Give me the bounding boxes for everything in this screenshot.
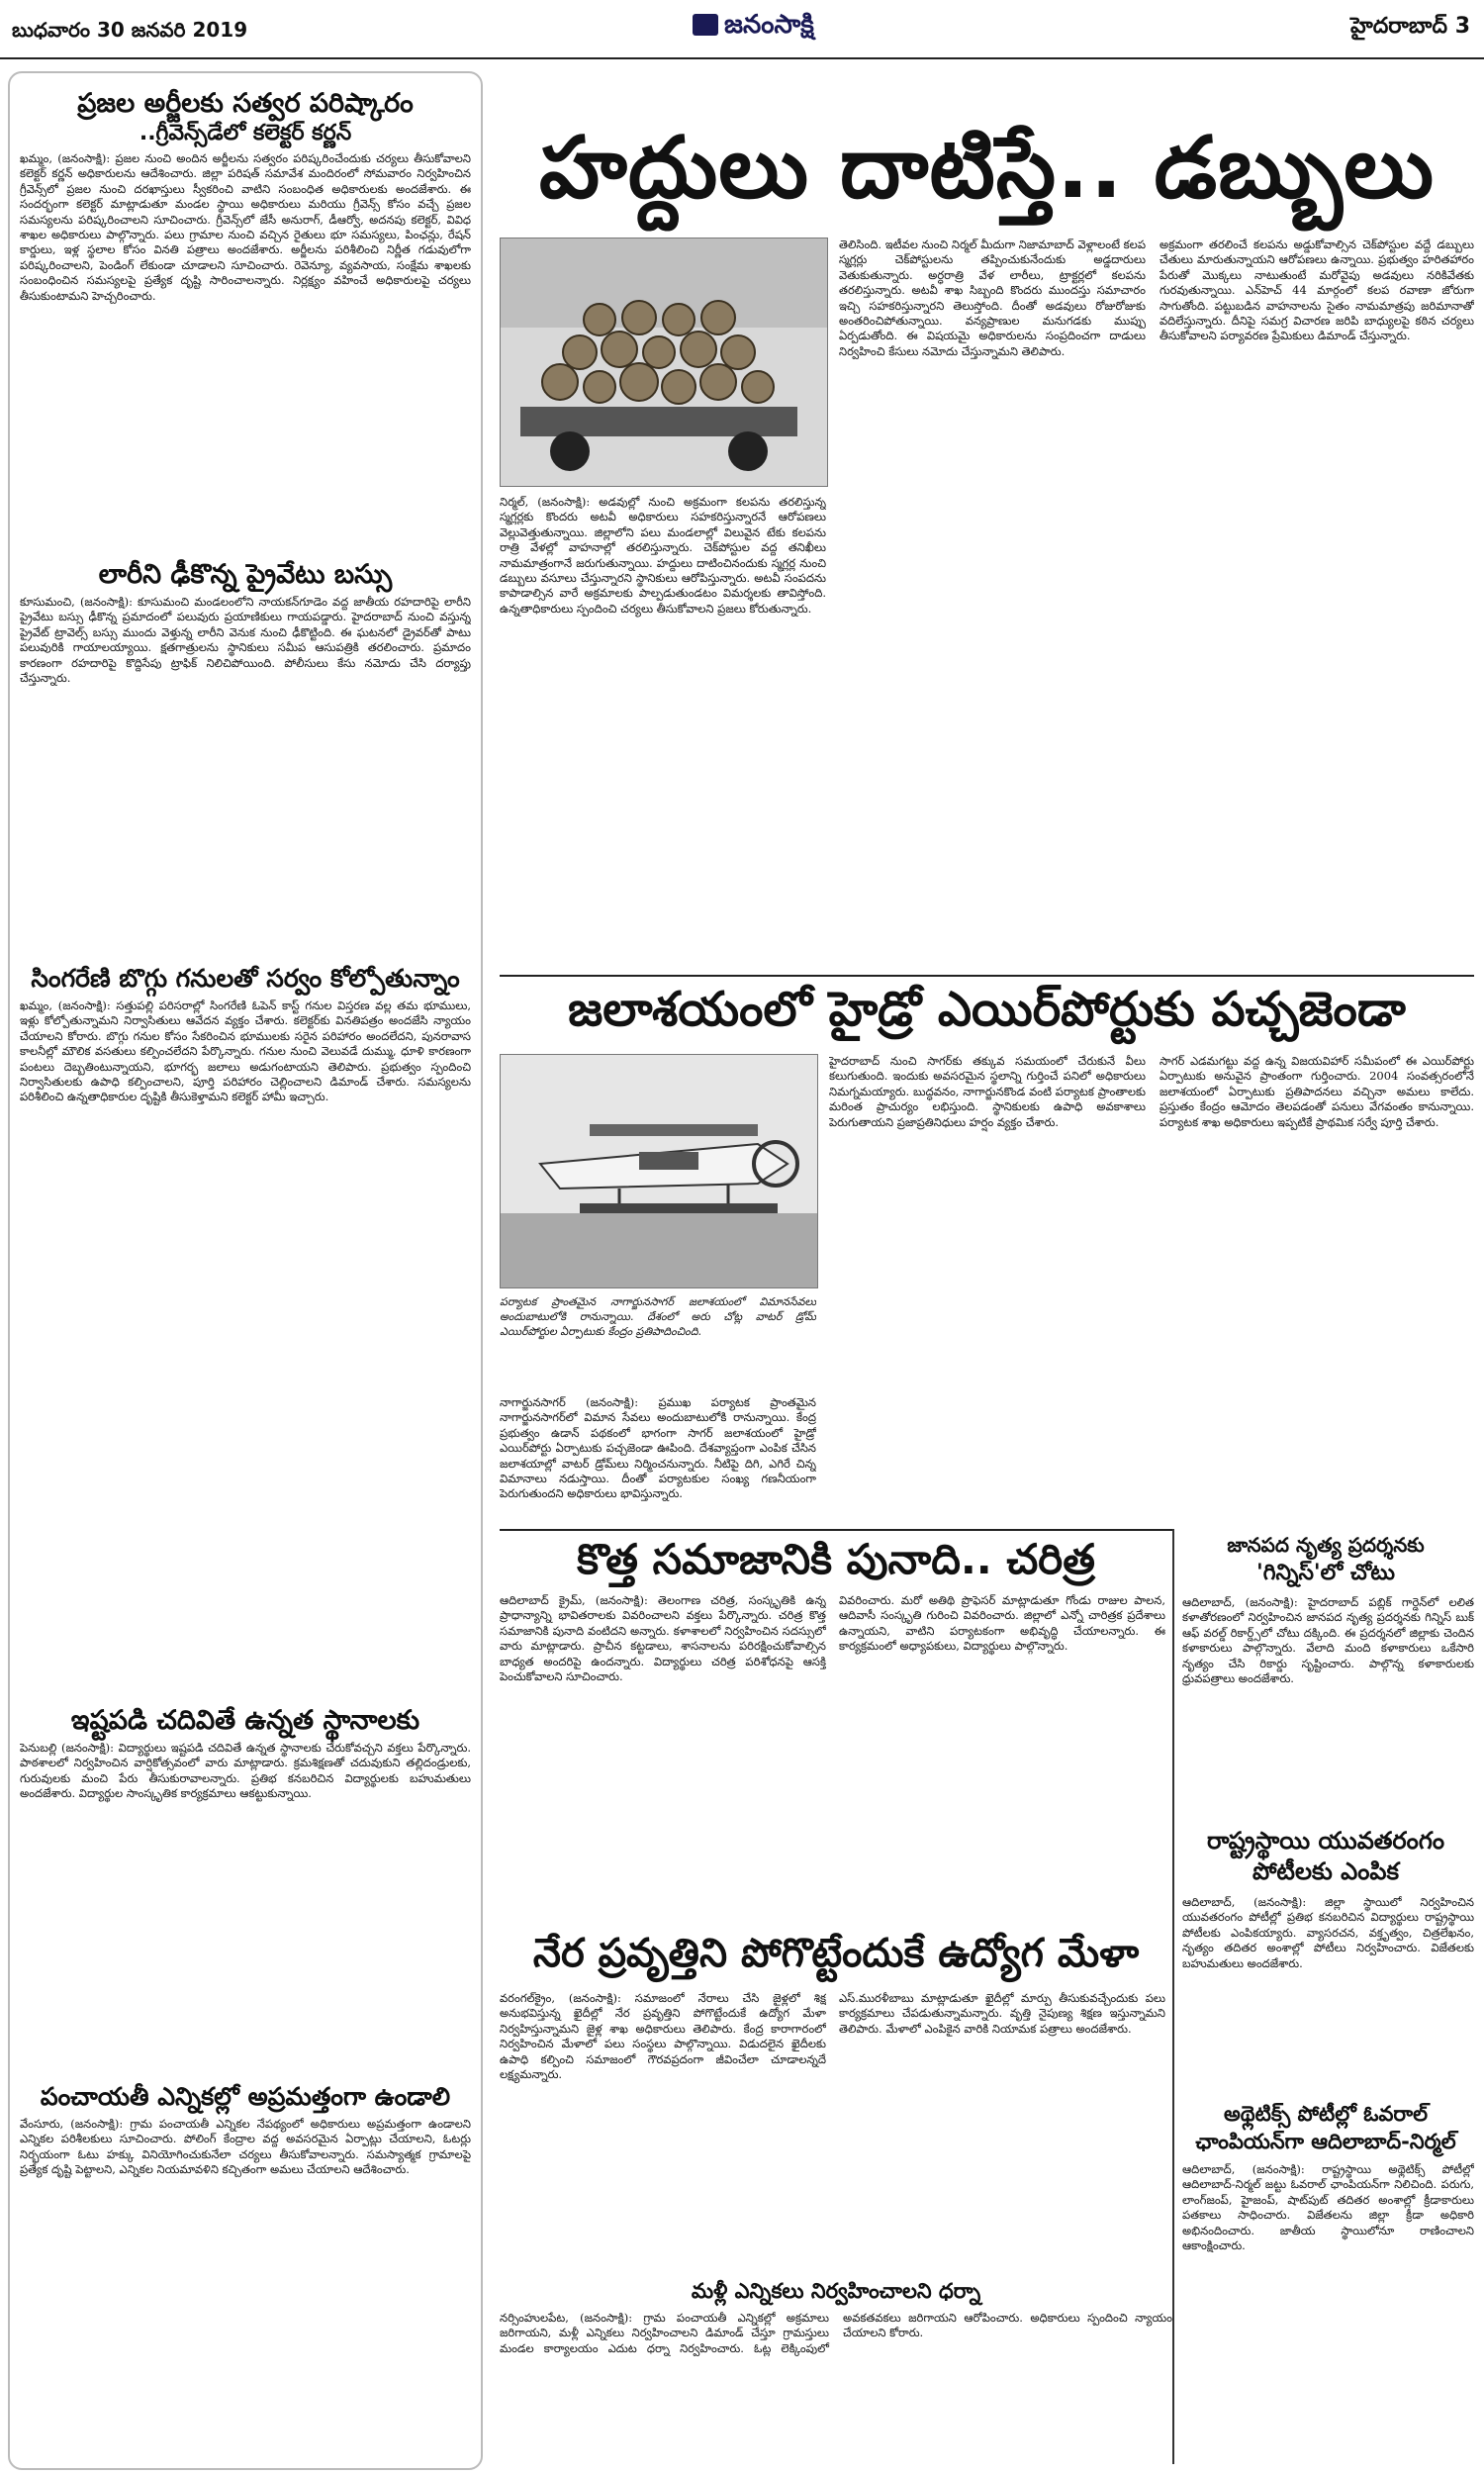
page-number: 3: [1454, 14, 1470, 39]
youth-title: రాష్ట్రస్థాయి యువతరంగం: [1206, 1827, 1444, 1855]
athletics-title: అథ్లెటిక్స్ పోటీల్లో ఓవరాల్: [1224, 2102, 1428, 2126]
article-body: ఖమ్మం, (జనంసాక్షి): ప్రజల నుంచి అందిన అర్జీలను సత్వరం పరిష్కరించేందుకు చర్యలు తీసుకోవాలని కలెక్టర్ కర్ణన్ అధికారులను ఆదేశించారు. జిల్లా పరిషత్ సమావేశ మందిరంలో సోమవారం నిర్వహించిన గ్రీవెన్స్‌లో ప్రజల నుంచి దరఖాస్తులు స్వీకరించి వాటిని సంబంధిత అధికారులకు అందజేశారు. ఈ సందర్భంగా కలెక్టర్ మాట్లాడుతూ మండల స్థాయి అధికారులు మరియు గ్రీవెన్స్ కోసం వచ్చే ప్రజల సమస్యలను పరిష్కరించాలని సూచించారు. గ్రీవెన్స్‌లో జేసీ అనురాగ్, డీఆర్వో, అదనపు కలెక్టర్, వివిధ శాఖల అధికారులు పాల్గొన్నారు. పలు గ్రామాల నుంచి వచ్చిన రైతులు భూ సమస్యలు, పింఛన్లు, రేషన్ కార్డులు, ఇళ్ల స్థలాల కోసం వినతి పత్రాలు అందజేశారు. అర్జీలను పరిశీలించి నిర్ణీత గడువులోగా పరిష్కరించాలని, పెండింగ్ లేకుండా చూడాలని సూచించారు. రెవెన్యూ, వ్యవసాయ, సంక్షేమ శాఖలకు సంబంధించిన సమస్యలపై ప్రత్యేక దృష్టి సారించాలన్నారు. నిర్లక్ష్యం వహించే అధికారులపై చర్యలు తీసుకుంటామని హెచ్చరించారు.: [20, 151, 471, 303]
lead-body-2: తెలిసింది. ఇటీవల నుంచి నిర్మల్ మీదుగా నిజామాబాద్ వెళ్లాలంటే కలప స్మగ్లర్లు చెక్‌పోస్టులను తప్పించుకునేందుకు అడ్డదారులు వెతుకుతున్నారు. అర్ధరాత్రి వేళ లారీలు, ట్రాక్టర్లలో కలపను తరలిస్తున్నారు. అటవీ శాఖ సిబ్బంది కొందరు ముందస్తు సమాచారం ఇచ్చి సహకరిస్తున్నారని తెలుస్తోంది. దీంతో అడవులు రోజురోజుకు అంతరించిపోతున్నాయి. వన్యప్రాణుల మనుగడకు ముప్పు ఏర్పడుతోంది. ఈ విషయమై అధికారులను సంప్రదించగా దాడులు నిర్వహించి కేసులు నమోదు చేస్తున్నామని తెలిపారు.: [839, 238, 1146, 358]
article-title: లారీని ఢీకొన్న ప్రైవేటు బస్సు: [98, 559, 393, 590]
masthead-logo: [693, 10, 814, 46]
article-body: పెనుబల్లి (జనంసాక్షి): విద్యార్థులు ఇష్టపడి చదివితే ఉన్నత స్థానాలకు చేరుకోవచ్చని వక్తలు పేర్కొన్నారు. పాఠశాలలో నిర్వహించిన వార్షికోత్సవంలో వారు మాట్లాడారు. క్రమశిక్షణతో చదువుకుని తల్లిదండ్రులకు, గురువులకు మంచి పేరు తీసుకురావాలన్నారు. ప్రతిభ కనబరిచిన విద్యార్థులకు బహుమతులు అందజేశారు. విద్యార్థుల సాంస్కృతిక కార్యక్రమాలు ఆకట్టుకున్నాయి.: [20, 1741, 471, 1801]
article-grievance: [20, 87, 471, 552]
logo-mark-icon: [693, 14, 718, 36]
airport-body-3: సాగర్ ఎడమగట్టు వద్ద ఉన్న విజయవిహార్ సమీపంలో ఈ ఎయిర్‌పోర్టు ఏర్పాటుకు అనువైన ప్రాంతంగా గుర్తించారు. 2004 సంవత్సరంలోనే జలాశయంలో ఏర్పాటుకు ప్రతిపాదనలు వచ్చినా అమలు కాలేదు. ప్రస్తుతం కేంద్రం ఆమోదం తెలపడంతో పనులు వేగవంతం కానున్నాయి. పర్యాటక శాఖ అధికారులు ఇప్పటికే ప్రాథమిక సర్వే పూర్తి చేశారు.: [1159, 1054, 1474, 1129]
logo-text: జనంసాక్షి: [724, 10, 814, 40]
left-column: [8, 71, 483, 2470]
article-education: [20, 1704, 471, 2070]
page-header: [0, 0, 1484, 59]
article-bus-accident: [20, 558, 471, 954]
article-title: ప్రజల అర్జీలకు సత్వర పరిష్కారం: [77, 88, 414, 119]
lead-column-1: [500, 495, 826, 970]
job-mela-column-1: [500, 1991, 826, 2268]
airport-column-3: [1159, 1054, 1474, 1524]
article-body: కూసుమంచి, (జనంసాక్షి): కూసుమంచి మండలంలోని నాయకన్‌గూడెం వద్ద జాతీయ రహదారిపై లారీని ప్రైవేటు బస్సు ఢీకొన్న ప్రమాదంలో పలువురు ప్రయాణికులు గాయపడ్డారు. హైదరాబాద్ నుంచి వస్తున్న ప్రైవేట్ ట్రావెల్స్ బస్సు ముందు వెళ్తున్న లారీని వెనుక నుంచి ఢీకొట్టింది. ఈ ఘటనలో డ్రైవర్‌తో పాటు పలువురికి గాయాలయ్యాయి. క్షతగాత్రులను స్థానికులు సమీప ఆసుపత్రికి తరలించారు. ప్రమాదం కారణంగా రహదారిపై కొద్దిసేపు ట్రాఫిక్ నిలిచిపోయింది. పోలీసులు కేసు నమోదు చేసి దర్యాప్తు చేస్తున్నారు.: [20, 595, 471, 686]
history-body-1: ఆదిలాబాద్ క్రైమ్, (జనంసాక్షి): తెలంగాణ చరిత్ర, సంస్కృతికి ఉన్న ప్రాధాన్యాన్ని భావితరాలకు వివరించాలని వక్తలు పేర్కొన్నారు. చరిత్ర కొత్త సమాజానికి పునాది వంటిదని అన్నారు. కళాశాలలో నిర్వహించిన సదస్సులో వారు మాట్లాడారు. ప్రాచీన కట్టడాలు, శాసనాలను పరిరక్షించుకోవాల్సిన బాధ్యత అందరిపై ఉందన్నారు. విద్యార్థులు చరిత్ర పరిశోధనపై ఆసక్తి పెంచుకోవాలని సూచించారు.: [500, 1593, 826, 1684]
timber-logs-icon: [501, 238, 827, 486]
article-singareni: [20, 962, 471, 1694]
youth-article: [1182, 1895, 1474, 2093]
athletics-subtitle: ఛాంపియన్‌గా ఆదిలాబాద్-నిర్మల్: [1195, 2130, 1456, 2153]
dharna-body: నర్సింహులపేట, (జనంసాక్షి): గ్రామ పంచాయతీ ఎన్నికల్లో అక్రమాలు జరిగాయని, మళ్లీ ఎన్నికలు నిర్వహించాలని డిమాండ్ చేస్తూ గ్రామస్తులు మండల కార్యాలయం ఎదుట ధర్నా నిర్వహించారు. ఓట్ల లెక్కింపులో అవకతవకలు జరిగాయని ఆరోపించారు. అధికారులు స్పందించి న్యాయం చేయాలని కోరారు.: [500, 2311, 1172, 2355]
airport-headline: జలాశయంలో హైడ్రో ఎయిర్‌పోర్టుకు పచ్చజెండా: [500, 975, 1474, 1046]
dharna-column: [500, 2311, 1172, 2464]
youth-subtitle: పోటీలకు ఎంపిక: [1252, 1857, 1399, 1885]
city-name: హైదరాబాద్: [1350, 14, 1448, 39]
airport-column-2: [829, 1054, 1146, 1524]
column-divider: [1172, 1529, 1174, 2464]
airport-body-1: నాగార్జునసాగర్ (జనంసాక్షి): ప్రముఖ పర్యాటక ప్రాంతమైన నాగార్జునసాగర్‌లో విమాన సేవలు అందుబాటులోకి రానున్నాయి. కేంద్ర ప్రభుత్వం ఉడాన్ పథకంలో భాగంగా సాగర్ జలాశయంలో హైడ్రో ఎయిర్‌పోర్టు ఏర్పాటుకు పచ్చజెండా ఊపింది. దేశవ్యాప్తంగా ఎంపిక చేసిన జలాశయాల్లో వాటర్ డ్రోమ్‌లు నిర్మించనున్నారు. నీటిపై దిగి, ఎగిరే చిన్న విమానాలు నడుస్తాయి. దీంతో పర్యాటకుల సంఖ్య గణనీయంగా పెరుగుతుందని అధికారులు భావిస్తున్నారు.: [500, 1395, 816, 1501]
article-subtitle: ..గ్రీవెన్స్‌డేలో కలెక్టర్ కర్ణన్: [139, 121, 352, 145]
lead-body-3: అక్రమంగా తరలించే కలపను అడ్డుకోవాల్సిన చెక్‌పోస్టుల వద్దే డబ్బులు చేతులు మారుతున్నాయని ఆరోపణలు ఉన్నాయి. ప్రభుత్వం హరితహారం పేరుతో మొక్కలు నాటుతుంటే మరోవైపు అడవులు నరికివేతకు గురవుతున్నాయి. ఎన్‌హెచ్ 44 మార్గంలో కలప రవాణా జోరుగా సాగుతోంది. పట్టుబడిన వాహనాలను సైతం నామమాత్రపు జరిమానాతో వదిలేస్తున్నారు. దీనిపై సమగ్ర విచారణ జరిపి బాధ్యులపై కఠిన చర్యలు తీసుకోవాలని పర్యావరణ ప్రేమికులు డిమాండ్ చేస్తున్నారు.: [1159, 238, 1474, 343]
dharna-headline: మళ్లీ ఎన్నికలు నిర్వహించాలని ధర్నా: [691, 2279, 981, 2303]
history-headline: కొత్త సమాజానికి పునాది.. చరిత్ర: [500, 1529, 1172, 1590]
article-panchayat: [20, 2080, 471, 2456]
job-mela-headline: నేర ప్రవృత్తిని పోగొట్టేందుకే ఉద్యోగ మేళా: [532, 1931, 1140, 1976]
athletics-article: [1182, 2162, 1474, 2464]
youth-body: ఆదిలాబాద్, (జనంసాక్షి): జిల్లా స్థాయిలో నిర్వహించిన యువతరంగం పోటీల్లో ప్రతిభ కనబరిచిన విద్యార్థులు రాష్ట్రస్థాయి పోటీలకు ఎంపికయ్యారు. వ్యాసరచన, వక్తృత్వం, చిత్రలేఖనం, నృత్యం తదితర అంశాల్లో పోటీలు నిర్వహించారు. విజేతలకు బహుమతులు అందజేశారు.: [1182, 1895, 1474, 1970]
page-location: [1350, 14, 1470, 44]
job-mela-body-2: ఎస్.మురళీబాబు మాట్లాడుతూ ఖైదీల్లో మార్పు తీసుకువచ్చేందుకు పలు కార్యక్రమాలు చేపడుతున్నామన్నారు. వృత్తి నైపుణ్య శిక్షణ ఇస్తున్నామని తెలిపారు. మేళాలో ఎంపికైన వారికి నియామక పత్రాలు అందజేశారు.: [839, 1991, 1165, 2036]
seaplane-caption: పర్యాటక ప్రాంతమైన నాగార్జునసాగర్ జలాశయంలో విమానసేవలు అందుబాటులోకి రానున్నాయి. దేశంలో అరు చోట్ల వాటర్ డ్రోమ్ ఎయిర్‌పోర్టుల ఏర్పాటుకు కేంద్రం ప్రతిపాదించింది.: [500, 1295, 816, 1338]
article-title: సింగరేణి బొగ్గు గనులతో సర్వం కోల్పోతున్నాం: [31, 964, 460, 993]
guinness-body: ఆదిలాబాద్, (జనంసాక్షి): హైదరాబాద్ పబ్లిక్ గార్డెన్‌లో లలిత కళాతోరణంలో నిర్వహించిన జానపద నృత్య ప్రదర్శనకు గిన్నిస్ బుక్ ఆఫ్ వరల్డ్ రికార్డ్స్‌లో చోటు దక్కింది. ఈ ప్రదర్శనలో జిల్లాకు చెందిన కళాకారులు పాల్గొన్నారు. వేలాది మంది కళాకారులు ఒకేసారి నృత్యం చేసి రికార్డు సృష్టించారు. పాల్గొన్న కళాకారులకు ధ్రువపత్రాలు అందజేశారు.: [1182, 1595, 1474, 1686]
timber-truck-photo: [500, 238, 828, 487]
issue-date: బుధవారం 30 జనవరి 2019: [12, 18, 248, 42]
lead-headline: హద్దులు దాటిస్తే.. డబ్బులు: [539, 119, 1435, 218]
article-body: వేంసూరు, (జనంసాక్షి): గ్రామ పంచాయతీ ఎన్నికల నేపథ్యంలో అధికారులు అప్రమత్తంగా ఉండాలని ఎన్నికల పరిశీలకులు సూచించారు. పోలింగ్ కేంద్రాల వద్ద అవసరమైన ఏర్పాట్లు చేయాలని, ఓటర్లు నిర్భయంగా ఓటు హక్కు వినియోగించుకునేలా చర్యలు తీసుకోవాలన్నారు. సమస్యాత్మక గ్రామాలపై ప్రత్యేక దృష్టి పెట్టాలని, ఎన్నికల నియమావళిని కచ్చితంగా అమలు చేయాలని ఆదేశించారు.: [20, 2117, 471, 2177]
lead-column-3: [1159, 238, 1474, 970]
history-body-2: వివరించారు. మరో అతిథి ప్రొఫెసర్ మాట్లాడుతూ గోండు రాజుల పాలన, ఆదివాసీ సంస్కృతి గురించి వివరించారు. జిల్లాలో ఎన్నో చారిత్రక ప్రదేశాలు ఉన్నాయని, వాటిని పర్యాటకంగా అభివృద్ధి చేయాలన్నారు. ఈ కార్యక్రమంలో అధ్యాపకులు, విద్యార్థులు పాల్గొన్నారు.: [839, 1593, 1165, 1654]
history-column-1: [500, 1593, 826, 1915]
article-title: పంచాయతీ ఎన్నికల్లో అప్రమత్తంగా ఉండాలి: [40, 2082, 451, 2111]
airport-body-2: హైదరాబాద్ నుంచి సాగర్‌కు తక్కువ సమయంలో చేరుకునే వీలు కలుగుతుంది. ఇందుకు అవసరమైన స్థలాన్ని గుర్తించే పనిలో అధికారులు నిమగ్నమయ్యారు. బుద్ధవనం, నాగార్జునకొండ వంటి పర్యాటక ప్రాంతాలకు మరింత ప్రాచుర్యం లభిస్తుంది. స్థానికులకు ఉపాధి అవకాశాలు పెరుగుతాయని ప్రజాప్రతినిధులు హర్షం వ్యక్తం చేశారు.: [829, 1054, 1146, 1129]
seaplane-icon: [501, 1055, 817, 1287]
guinness-subtitle: 'గిన్నిస్'లో చోటు: [1255, 1561, 1396, 1585]
seaplane-photo: [500, 1054, 818, 1288]
athletics-body: ఆదిలాబాద్, (జనంసాక్షి): రాష్ట్రస్థాయి అథ్లెటిక్స్ పోటీల్లో ఆదిలాబాద్-నిర్మల్ జట్టు ఓవరాల్ ఛాంపియన్‌గా నిలిచింది. పరుగు, లాంగ్‌జంప్, హైజంప్, షాట్‌పుట్ తదితర అంశాల్లో క్రీడాకారులు పతకాలు సాధించారు. విజేతలను జిల్లా క్రీడా అధికారి అభినందించారు. జాతీయ స్థాయిలోనూ రాణించాలని ఆకాంక్షించారు.: [1182, 2162, 1474, 2253]
job-mela-column-2: [839, 1991, 1165, 2268]
article-body: ఖమ్మం, (జనంసాక్షి): సత్తుపల్లి పరిసరాల్లో సింగరేణి ఓపెన్ కాస్ట్ గనుల విస్తరణ వల్ల తమ భూములు, ఇళ్లు కోల్పోతున్నామని నిర్వాసితులు ఆవేదన వ్యక్తం చేశారు. కలెక్టర్‌కు వినతిపత్రం అందజేసి న్యాయం చేయాలని కోరారు. బొగ్గు గనుల కోసం సేకరించిన భూములకు సరైన పరిహారం అందలేదని, పునరావాస కాలనీల్లో మౌలిక వసతులు కల్పించలేదని పేర్కొన్నారు. గనుల నుంచి వెలువడే దుమ్ము, ధూళి కారణంగా పంటలు దెబ్బతింటున్నాయని, భూగర్భ జలాలు అడుగంటాయని తెలిపారు. ప్రభుత్వం స్పందించి నిర్వాసితులకు ఉపాధి కల్పించాలని, పూర్తి పరిహారం చెల్లించాలని డిమాండ్ చేశారు. సమస్యలను పరిశీలించి ఉన్నతాధికారుల దృష్టికి తీసుకెళ్తామని కలెక్టర్ హామీ ఇచ్చారు.: [20, 999, 471, 1104]
article-title: ఇష్టపడి చదివితే ఉన్నత స్థానాలకు: [70, 1705, 420, 1736]
job-mela-body-1: వరంగల్‌క్రైం, (జనంసాక్షి): సమాజంలో నేరాలు చేసి జైళ్లలో శిక్ష అనుభవిస్తున్న ఖైదీల్లో నేర ప్రవృత్తిని పోగొట్టేందుకే ఉద్యోగ మేళా నిర్వహిస్తున్నామని జైళ్ల శాఖ అధికారులు తెలిపారు. కేంద్ర కారాగారంలో నిర్వహించిన మేళాలో పలు సంస్థలు పాల్గొన్నాయి. విడుదలైన ఖైదీలకు ఉపాధి కల్పించి సమాజంలో గౌరవప్రదంగా జీవించేలా చూడాలన్నదే లక్ష్యమన్నారు.: [500, 1991, 826, 2082]
guinness-title: జానపద నృత్య ప్రదర్శనకు: [1227, 1533, 1425, 1557]
airport-column-1: [500, 1395, 816, 1524]
lead-body-1: నిర్మల్, (జనంసాక్షి): అడవుల్లో నుంచి అక్రమంగా కలపను తరలిస్తున్న స్మగ్లర్లకు కొందరు అటవీ అధికారులు సహకరిస్తున్నారనే ఆరోపణలు వెల్లువెత్తుతున్నాయి. జిల్లాలోని పలు మండలాల్లో విలువైన టేకు కలపను రాత్రి వేళల్లో వాహనాల్లో తరలిస్తున్నారు. చెక్‌పోస్టుల వద్ద తనిఖీలు నామమాత్రంగానే జరుగుతున్నాయి. హద్దులు దాటించినందుకు స్మగ్లర్ల నుంచి డబ్బులు వసూలు చేస్తున్నారని స్థానికులు ఆరోపిస్తున్నారు. అటవీ సంపదను కాపాడాల్సిన వారే అక్రమాలకు పాల్పడుతుండటం విమర్శలకు తావిస్తోంది. ఉన్నతాధికారులు స్పందించి చర్యలు తీసుకోవాలని ప్రజలు కోరుతున్నారు.: [500, 495, 826, 616]
lead-column-2: [839, 238, 1146, 970]
history-column-2: [839, 1593, 1165, 1915]
guinness-article: [1182, 1595, 1474, 1818]
